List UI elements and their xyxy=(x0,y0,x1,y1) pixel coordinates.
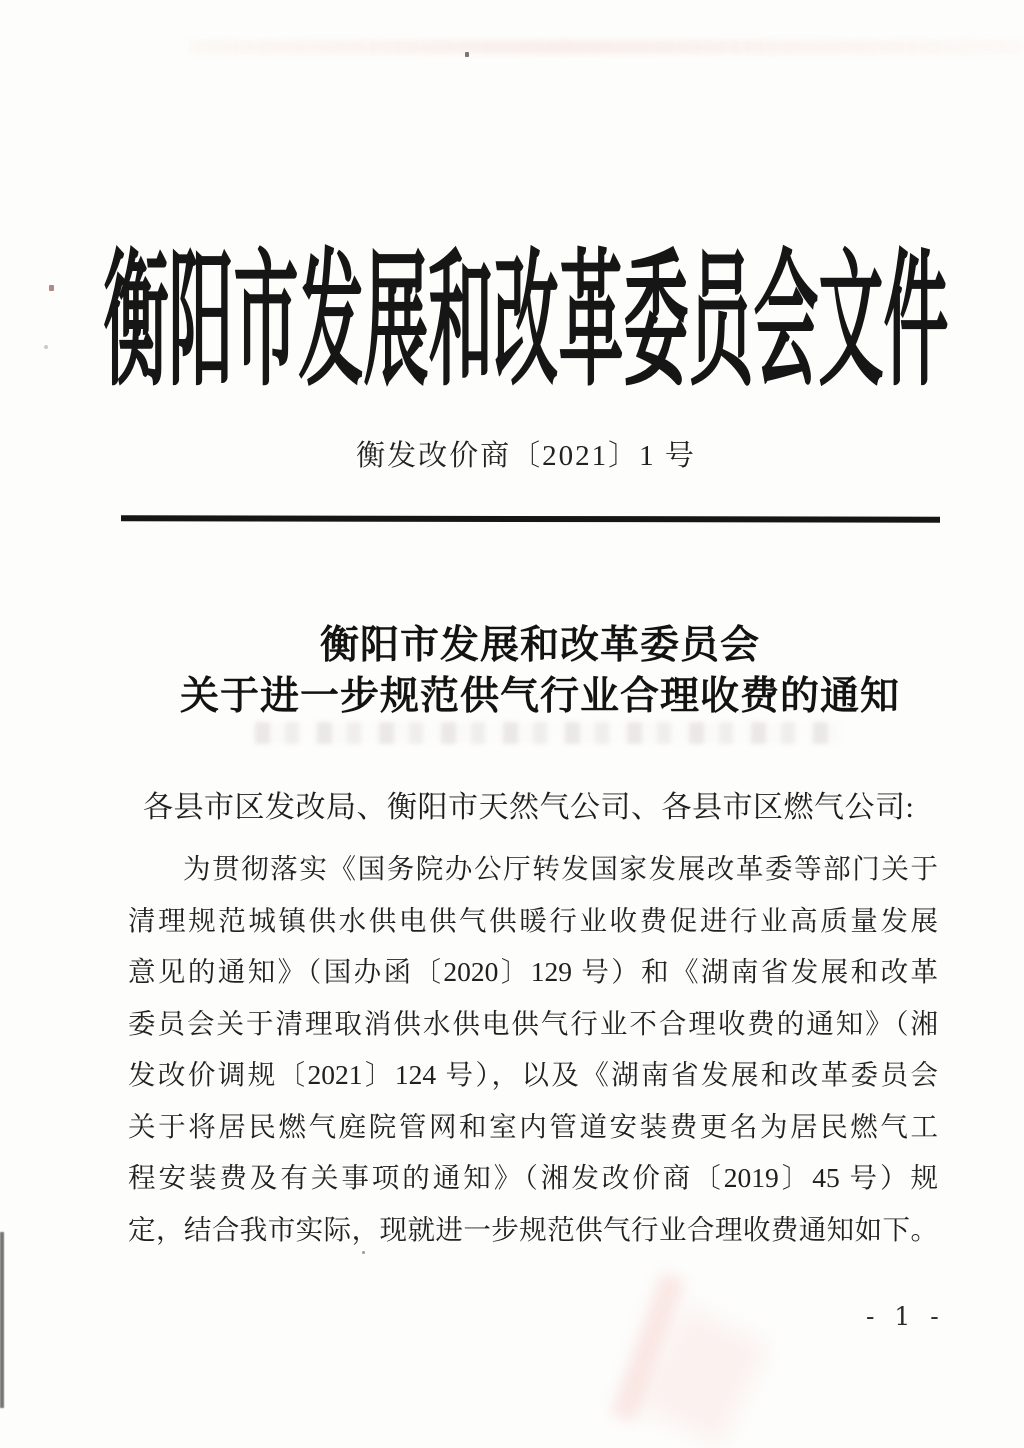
header-rule xyxy=(121,515,940,522)
scan-artifact-edge-shadow xyxy=(0,1232,4,1408)
page-number: - 1 - xyxy=(866,1302,945,1331)
document-number: 衡发改价商〔2021〕1 号 xyxy=(356,440,696,472)
body-line: 委员会关于清理取消供水供电供气行业不合理收费的通知》（湘 xyxy=(128,1007,938,1039)
body-line: 程安装费及有关事项的通知》（湘发改价商〔2019〕45 号）规 xyxy=(128,1162,938,1193)
body-line: 定，结合我市实际，现就进一步规范供气行业合理收费通知如下。 xyxy=(128,1213,938,1245)
scan-speck xyxy=(465,52,469,57)
body-line: 清理规范城镇供水供电供气供暖行业收费促进行业高质量发展 xyxy=(128,904,938,936)
scan-artifact-top-band xyxy=(190,40,1024,54)
notice-title-line-2: 关于进一步规范供气行业合理收费的通知 xyxy=(179,675,900,718)
body-line: 意见的通知》（国办函〔2020〕129 号）和《湖南省发展和改革 xyxy=(128,956,938,987)
body-paragraph xyxy=(128,843,938,1255)
agency-masthead xyxy=(14,240,1024,404)
ink-bleed-artifact xyxy=(255,722,840,744)
salutation-line: 各县市区发改局、衡阳市天然气公司、各县市区燃气公司: xyxy=(143,791,915,824)
agency-masthead-text: 衡阳市发展和改革委员会文件 xyxy=(103,240,949,404)
body-line: 发改价调规〔2021〕124 号），以及《湖南省发展和改革委员会 xyxy=(128,1059,938,1090)
notice-title-line-1: 衡阳市发展和改革委员会 xyxy=(319,624,760,667)
body-line: 为贯彻落实《国务院办公厅转发国家发展改革委等部门关于 xyxy=(183,853,938,884)
scan-artifact-pink-streak xyxy=(635,1303,771,1448)
body-line: 关于将居民燃气庭院管网和室内管道安装费更名为居民燃气工 xyxy=(128,1110,938,1142)
notice-title xyxy=(28,620,1024,722)
scan-artifact-pink-streak xyxy=(611,1272,685,1421)
